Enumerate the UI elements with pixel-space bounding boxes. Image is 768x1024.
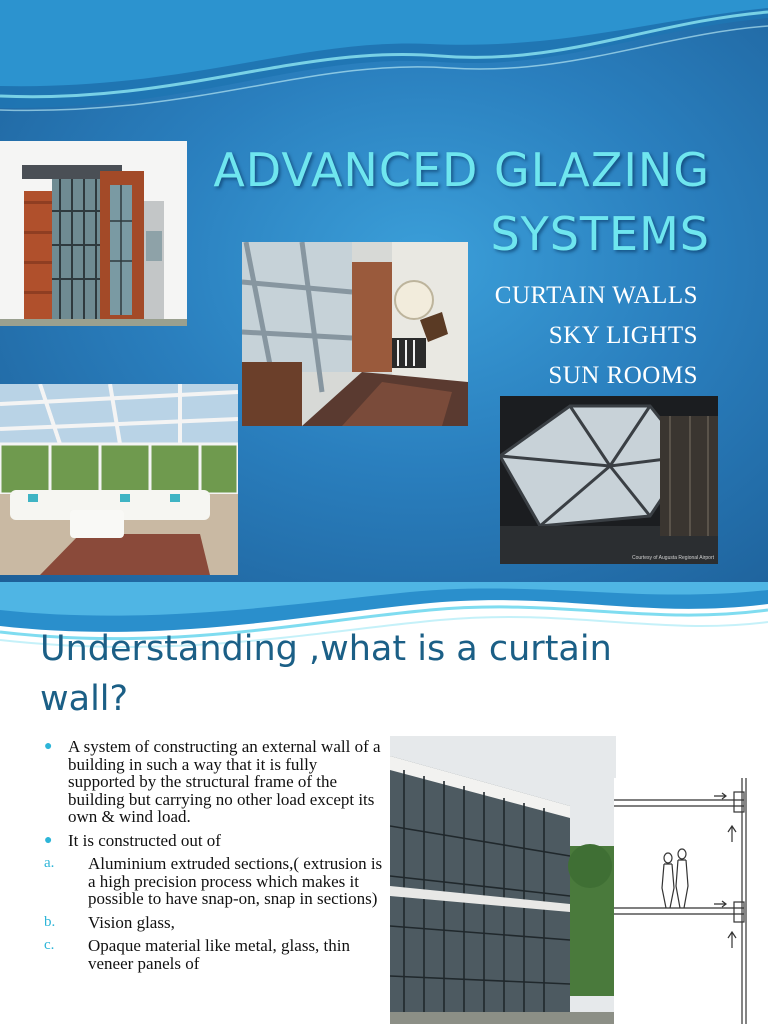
bullet-item xyxy=(40,738,386,826)
bullet-dot-icon: ● xyxy=(44,739,53,754)
section-drawing xyxy=(614,778,768,1024)
bullet-text: A system of constructing an external wall of a building in such a way that it is fully supported by the structural frame of the building but carrying no other load except its own & wind load. xyxy=(68,737,381,826)
numbered-item xyxy=(40,914,386,932)
subtitle-curtain-walls: CURTAIN WALLS xyxy=(494,282,698,309)
subtitle-sky-lights: SKY LIGHTS xyxy=(548,322,698,349)
decorative-wave xyxy=(0,0,768,130)
skylight-photo xyxy=(500,396,718,564)
photo-credit: Courtesy of Augusta Regional Airport xyxy=(632,555,714,561)
subtitle-sun-rooms: SUN ROOMS xyxy=(548,362,698,389)
curtain-wall-building-photo xyxy=(390,736,616,1024)
brick-building-photo xyxy=(0,141,187,326)
numbered-label: a. xyxy=(44,855,55,871)
bullet-text: It is constructed out of xyxy=(68,830,221,850)
numbered-label: b. xyxy=(44,913,56,930)
subtitle-list xyxy=(495,276,698,396)
numbered-text: Aluminium extruded sections,( extrusion is a high precision process which makes it possible to have snap-on, snap in sections) xyxy=(88,854,383,908)
numbered-text: Opaque material like metal, glass, thin veneer panels of xyxy=(88,936,351,973)
slide-heading xyxy=(40,624,740,724)
atrium-interior-photo xyxy=(242,242,468,426)
numbered-item xyxy=(40,937,386,972)
bullet-item xyxy=(40,832,386,850)
heading-line-2: wall? xyxy=(40,679,129,719)
numbered-item xyxy=(40,855,386,908)
title-line-2: SYSTEMS xyxy=(490,207,710,261)
sunroom-photo xyxy=(0,384,238,575)
numbered-label: c. xyxy=(44,937,55,953)
definition-list xyxy=(40,738,386,978)
numbered-text: Vision glass, xyxy=(88,912,175,932)
heading-line-1: Understanding ,what is a curtain xyxy=(40,629,612,669)
bullet-dot-icon: ● xyxy=(44,832,53,848)
title-line-1: ADVANCED GLAZING xyxy=(213,143,710,197)
content-slide xyxy=(0,582,768,1024)
